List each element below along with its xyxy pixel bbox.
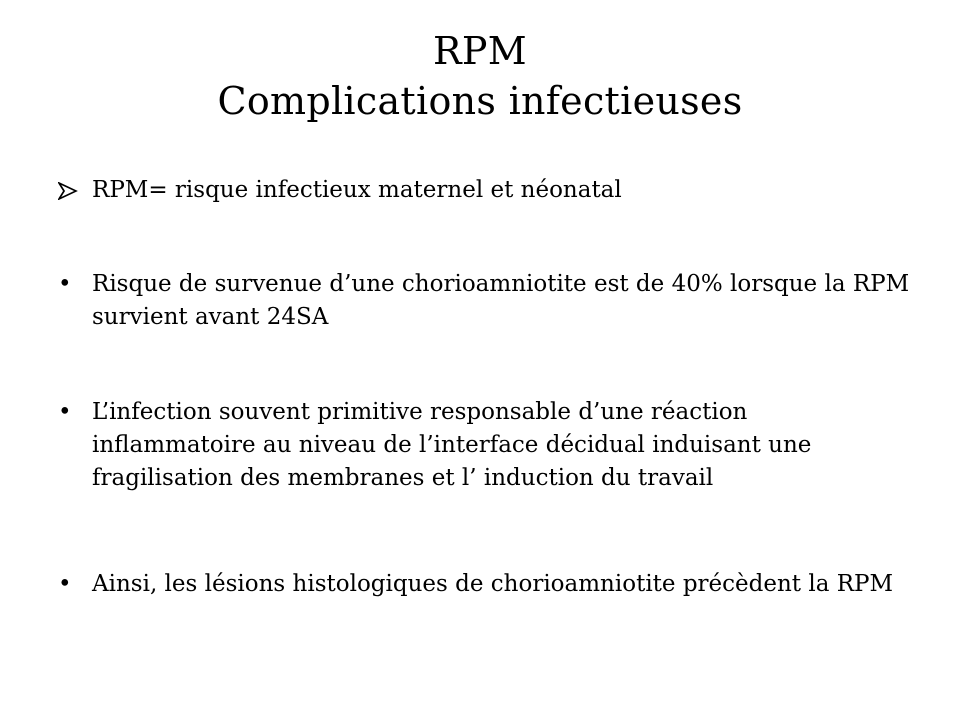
dot-bullet-icon: • [58,271,72,297]
slide-title [0,26,960,126]
bullet-text: L’infection souvent primitive responsable d’une réaction inflammatoire au niveau de l’interface décidual induisant une fragilisation des membranes et l’ induction du travail [92,399,812,491]
bullet-text: RPM= risque infectieux maternel et néonatal [92,177,622,203]
title-line-2: Complications infectieuses [217,79,743,123]
bullet-item-2 [58,268,918,334]
bullet-text: Ainsi, les lésions histologiques de chorioamniotite précèdent la RPM [92,571,894,597]
bullet-item-1 [58,174,918,207]
dot-bullet-icon: • [58,399,72,425]
title-line-1: RPM [433,29,527,73]
dot-bullet-icon: • [58,571,72,597]
bullet-text: Risque de survenue d’une chorioamniotite est de 40% lorsque la RPM survient avant 24SA [92,271,910,330]
bullet-item-4 [58,568,918,601]
arrow-bullet-icon [58,174,88,200]
bullet-item-3 [58,396,918,495]
